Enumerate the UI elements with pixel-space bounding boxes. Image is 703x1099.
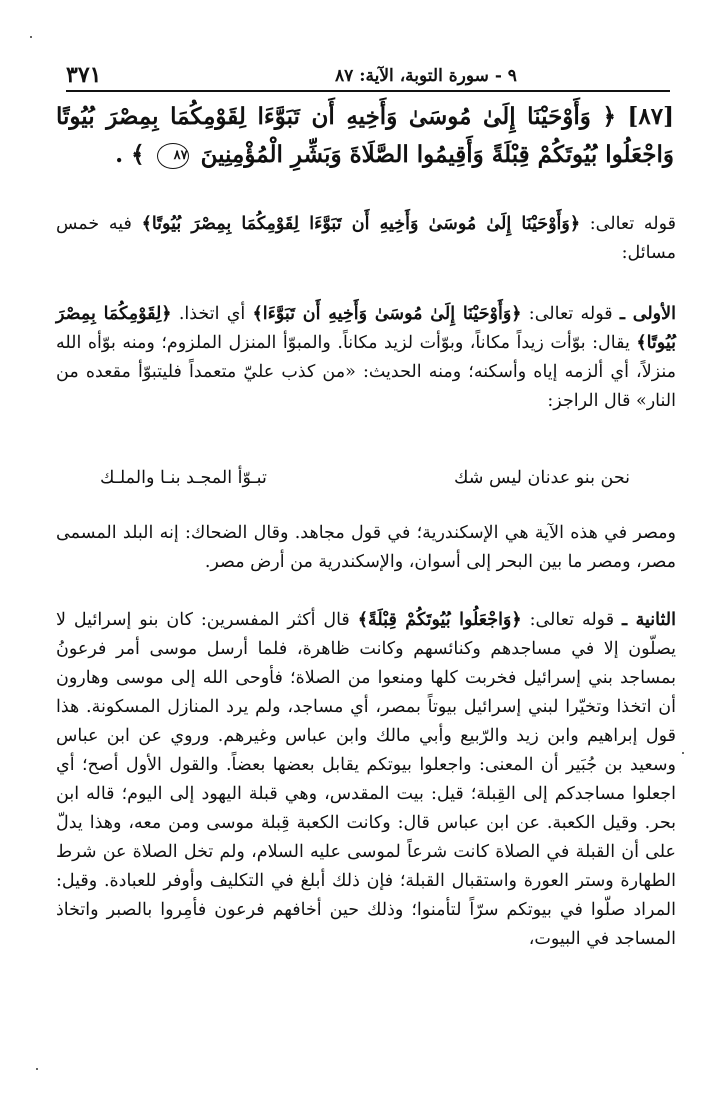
first-issue-p2: أي اتخذا. (178, 304, 246, 324)
poem-verse (100, 463, 630, 493)
page-header (66, 62, 670, 92)
intro-paragraph (56, 210, 676, 268)
second-issue-paragraph (56, 606, 676, 954)
first-issue-quote-1: ﴿وَأَوْحَيْنَا إِلَىٰ مُوسَىٰ وَأَخِيهِ أَن تَبَوَّءَا﴾ (252, 304, 522, 324)
scan-speck (30, 36, 32, 38)
page-number: ٣٧١ (66, 62, 102, 88)
surah-title: ٩ - سورة التوبة، الآية: ٨٧ (335, 66, 517, 86)
first-issue-p3: يقال: بوّأت زيداً مكاناً، وبوّأت لزيد مكاناً. والمبوّأ المنزل الملزوم؛ ومنه بوّأه الله منزلاً، أي ألزمه إياه وأسكنه؛ ومنه الحديث: «من كذب عليّ متعمداً فليتبوّأ مقعده من النار» قال الراجز: (56, 333, 676, 411)
scan-speck (36, 1068, 38, 1070)
poem-hemistich-2: تبـوّأ المجـد بنـا والملـك (100, 468, 267, 488)
first-issue-lead: الأولى ـ (619, 304, 676, 324)
poem-hemistich-1: نحن بنو عدنان ليس شك (454, 468, 630, 488)
first-issue-paragraph (56, 300, 676, 416)
verse-number: [٨٧] (627, 103, 674, 130)
second-issue-p2: قال أكثر المفسرين: كان بنو إسرائيل لا يصلّون إلا في مساجدهم وكنائسهم وكانت ظاهرة، فلما أرسل موسى أمر فرعونُ بمساجد بني إسرائيل فخربت كلها ومنعوا من الصلاة؛ فأوحى الله إلى موسى وهارون أن اتخذا وتخيّرا لبني إسرائيل بيوتاً بمصر، أي مساجد، ولم يرد المنازل المسكونة. هذا قول إبراهيم وابن زيد والرّبيع وأبي مالك وابن عباس وغيرهم. وروي عن ابن عباس وسعيد بن جُبَير أن المعنى: واجعلوا بيوتكم يقابل بعضها بعضاً. والقول الأول أصح؛ أي اجعلوا مساجدكم إلى القِبلة؛ قيل: بيت المقدس، وهي قبلة اليهود إلى اليوم؛ قاله ابن بحر. وقيل الكعبة. عن ابن عباس قال: وكانت الكعبة قِبلة موسى ومن معه، وهذا يدلّ على أن القبلة في الصلاة كانت شرعاً لموسى عليه السلام، ولم تخل الصلاة عن شرط الطهارة وستر العورة واستقبال القبلة؛ فإن ذلك أبلغ في التكليف وأوفر للعبادة. وقيل: المراد صلّوا في بيوتكم سرّاً لتأمنوا؛ وذلك حين أخافهم فرعون فأمِروا بالصبر واتخاذ المساجد في البيوت، (56, 610, 676, 949)
first-issue-p1: قوله تعالى: (528, 304, 613, 324)
second-issue-lead: الثانية ـ (622, 610, 676, 630)
first-issue-quote-2: ﴿لِقَوْمِكُمَا بِمِصْرَ بُيُوتًا﴾ (56, 304, 676, 353)
scan-speck (682, 752, 684, 754)
egypt-paragraph: ومصر في هذه الآية هي الإسكندرية؛ في قول مجاهد. وقال الضحاك: إنه البلد المسمى مصر، ومصر ما بين البحر إلى أسوان، والإسكندرية من أرض مصر. (56, 523, 676, 572)
second-issue-p1: قوله تعالى: (529, 610, 615, 630)
verse-text: ﴿ وَأَوْحَيْنَا إِلَىٰ مُوسَىٰ وَأَخِيهِ أَن تَبَوَّءَا لِقَوْمِكُمَا بِمِصْرَ بُيُوتًا وَاجْعَلُوا بُيُوتَكُمْ قِبْلَةً وَأَقِيمُوا الصَّلَاةَ وَبَشِّرِ الْمُؤْمِنِينَ (56, 103, 674, 168)
intro-lead: قوله تعالى: (589, 214, 676, 234)
quran-verse (56, 98, 674, 174)
intro-quote: ﴿وَأَوْحَيْنَا إِلَىٰ مُوسَىٰ وَأَخِيهِ أَن تَبَوَّءَا لِقَوْمِكُمَا بِمِصْرَ بُيُوتًا﴾ (141, 214, 581, 234)
verse-end-mark: ٨٧ (157, 143, 189, 169)
verse-closing: ﴾ . (115, 141, 145, 168)
intro-tail: فيه خمس مسائل: (56, 214, 676, 263)
second-issue-quote: ﴿وَاجْعَلُوا بُيُوتَكُمْ قِبْلَةً﴾ (357, 610, 522, 630)
